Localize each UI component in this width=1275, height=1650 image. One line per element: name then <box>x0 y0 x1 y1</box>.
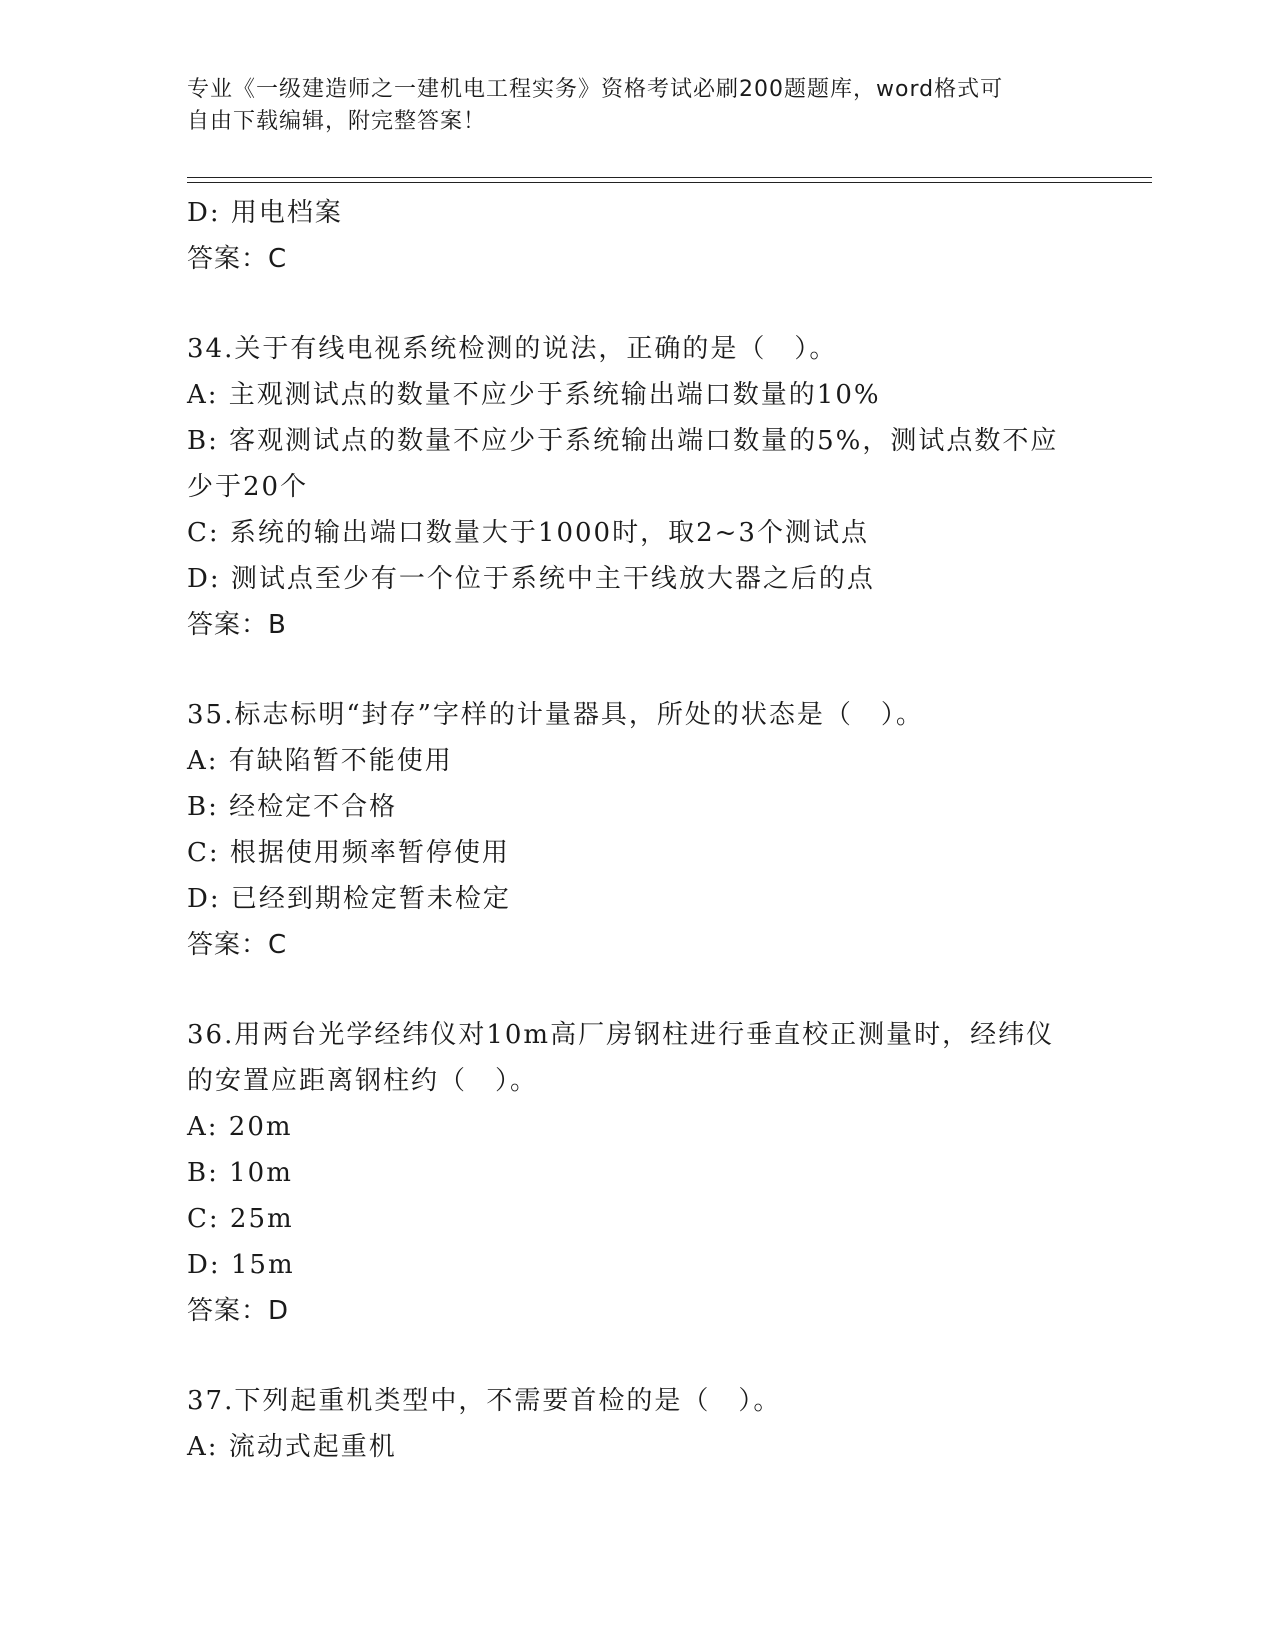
question-content <box>187 190 1087 1470</box>
answer-line: 答案：B <box>187 610 287 640</box>
option-c: C: 25m <box>187 1204 294 1234</box>
question-stem: 36.用两台光学经纬仪对10m高厂房钢柱进行垂直校正测量时，经纬仪的安置应距离钢柱约（ ）。 <box>187 1020 1055 1096</box>
document-header <box>187 74 1067 138</box>
question-36 <box>187 1012 1087 1334</box>
option-b: B: 经检定不合格 <box>187 792 398 822</box>
header-title-line1: 专业《一级建造师之一建机电工程实务》资格考试必刷200题题库，word格式可 <box>187 77 1004 102</box>
question-stem: 35.标志标明“封存”字样的计量器具，所处的状态是（ ）。 <box>187 700 924 730</box>
option-b: B: 客观测试点的数量不应少于系统输出端口数量的5%，测试点数不应少于20个 <box>187 426 1059 502</box>
option-a: A: 主观测试点的数量不应少于系统输出端口数量的10% <box>187 380 881 410</box>
previous-question-tail <box>187 190 1087 282</box>
option-d: D: 15m <box>187 1250 295 1280</box>
option-d: D: 已经到期检定暂未检定 <box>187 884 511 914</box>
option-a: A: 20m <box>187 1112 293 1142</box>
option-c: C: 根据使用频率暂停使用 <box>187 838 510 868</box>
answer-line: 答案：C <box>187 930 288 960</box>
option-d: D: 测试点至少有一个位于系统中主干线放大器之后的点 <box>187 564 875 594</box>
question-34 <box>187 326 1087 648</box>
answer-line: 答案：D <box>187 1296 290 1326</box>
option-a: A: 有缺陷暂不能使用 <box>187 746 453 776</box>
question-stem: 34.关于有线电视系统检测的说法，正确的是（ ）。 <box>187 334 838 364</box>
answer-line: 答案：C <box>187 244 288 274</box>
option-a: A: 流动式起重机 <box>187 1432 397 1462</box>
option-b: B: 10m <box>187 1158 293 1188</box>
header-title-line2: 自由下载编辑，附完整答案！ <box>187 109 487 134</box>
question-35 <box>187 692 1087 968</box>
option-c: C: 系统的输出端口数量大于1000时，取2~3个测试点 <box>187 518 869 548</box>
option-d: D: 用电档案 <box>187 198 343 228</box>
question-stem: 37.下列起重机类型中，不需要首检的是（ ）。 <box>187 1386 782 1416</box>
question-37 <box>187 1378 1087 1470</box>
header-divider-bottom <box>187 182 1152 183</box>
header-divider-top <box>187 177 1152 178</box>
